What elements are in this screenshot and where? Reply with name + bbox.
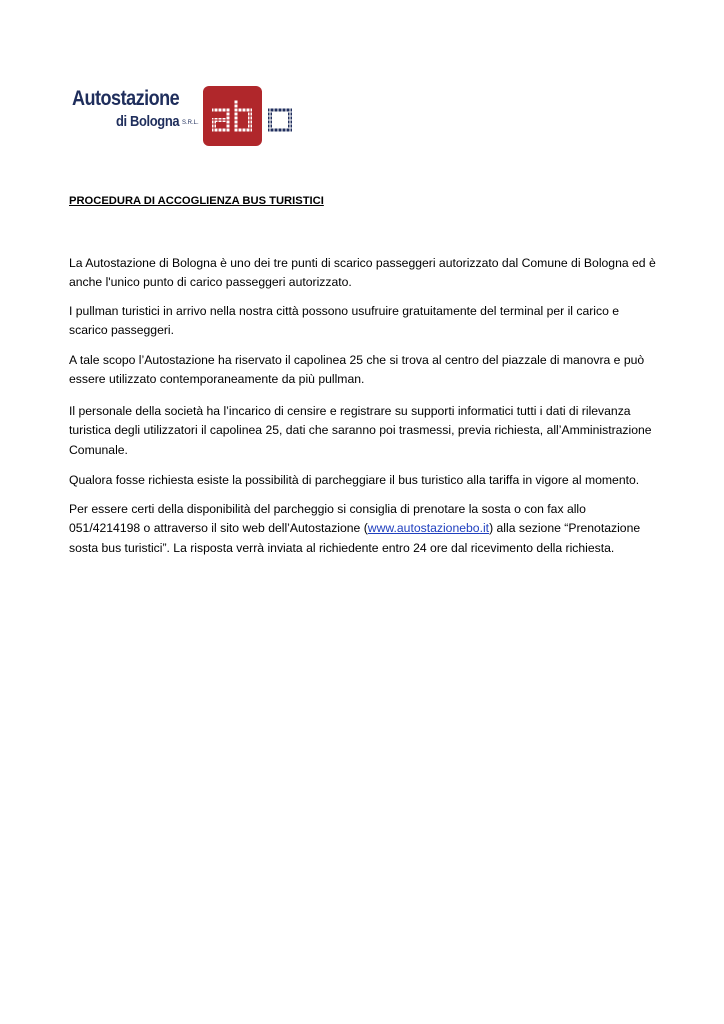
paragraph-6-text-before: Per essere certi della disponibilità del parcheggio si consiglia di prenotare la sosta o con fax allo 051/4214198 o attraverso il sito web dell’Autostazione (: [69, 502, 586, 536]
paragraph-6: [69, 500, 659, 558]
document-heading: PROCEDURA DI ACCOGLIENZA BUS TURISTICI: [69, 195, 324, 207]
logo-subtitle: di Bologna: [116, 113, 180, 130]
paragraph-3: A tale scopo l’Autostazione ha riservato il capolinea 25 che si trova al centro del piazzale di manovra e può essere utilizzato contemporaneamente da più pullman.: [69, 353, 645, 387]
logo-name: Autostazione: [72, 87, 180, 110]
logo-srl: S.R.L.: [182, 120, 199, 126]
paragraph-6-text-after: ) alla sezione “Prenotazione sosta bus turistici”. La risposta verrà inviata al richiedente entro 24 ore dal ricevimento della richiesta.: [69, 521, 641, 555]
company-logo: [70, 86, 295, 150]
paragraph-4: Il personale della società ha l’incarico di censire e registrare su supporti informatici tutti i dati di rilevanza turistica degli utilizzatori il capolinea 25, dati che saranno poi trasmessi, previa richiesta, all’Amministrazione Comunale.: [69, 404, 652, 457]
website-link[interactable]: www.autostazionebo.it: [367, 521, 490, 536]
paragraph-5: Qualora fosse richiesta esiste la possibilità di parcheggiare il bus turistico alla tariffa in vigore al momento.: [69, 473, 640, 487]
logo-abo-mark: [210, 100, 294, 134]
paragraph-2: I pullman turistici in arrivo nella nostra città possono usufruire gratuitamente del terminal per il carico e scarico passeggeri.: [69, 304, 620, 338]
paragraph-1: La Autostazione di Bologna è uno dei tre punti di scarico passeggeri autorizzato dal Comune di Bologna ed è anche l'unico punto di carico passeggeri autorizzato.: [69, 256, 656, 290]
